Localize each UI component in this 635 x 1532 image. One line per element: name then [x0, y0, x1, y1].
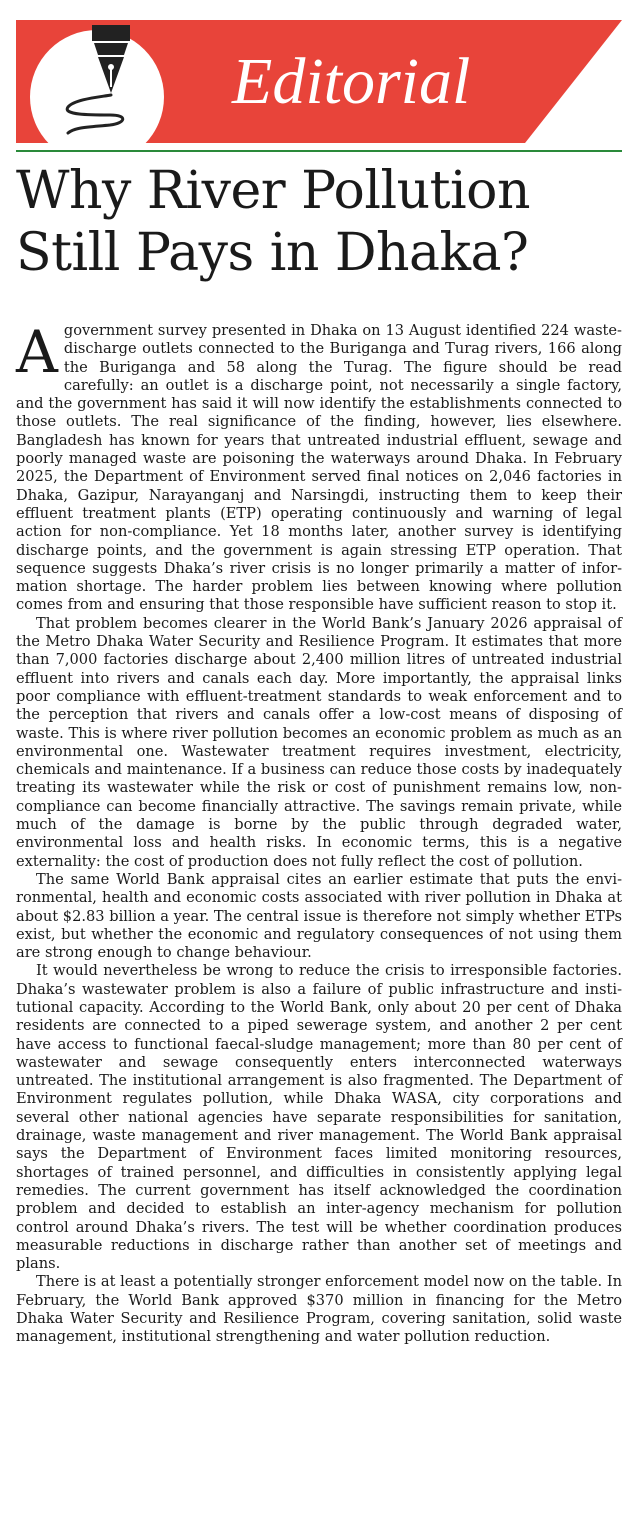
paragraph-2: That problem becomes clearer in the World Bank’s January 2026 appraisal of the Metro Dhaka Water Security and Resilience Program. It estimates that more than 7,000 factories discharge about 2,400 million litres of untreated industrial effluent into rivers and canals each day. More importantly, the appraisal links poor compliance with effluent-treatment standards to weak enforcement and to the perception that rivers and canals offer a low-cost means of disposing of waste. This is where river pollution becomes an economic problem as much as an environmental one. Wastewater treatment requires investment, electricity, chemicals and maintenance. If a business can reduce those costs by inadequately treating its wastewater while the risk or cost of punishment remains low, non-compliance can become financially attractive. The savings remain private, while much of the damage is borne by the public through degraded water, environmental loss and health risks. In economic terms, this is a negative externality: the cost of production does not fully reflect the cost of pollution. — [16, 614, 622, 870]
paragraph-3: The same World Bank appraisal cites an earlier estimate that puts the environmental, health and economic costs associated with river pollution in Dhaka at about $2.83 billion a year. The central issue is therefore not simply whether ETPs exist, but whether the economic and regulatory consequences of not using them are strong enough to change behaviour. — [16, 870, 622, 962]
divider-rule — [16, 150, 622, 152]
paragraph-4: It would nevertheless be wrong to reduce the crisis to irresponsible factories. Dhaka’s wastewater problem is also a failure of public infrastructure and institutional capacity. According to the World Bank, only about 20 per cent of Dhaka residents are connected to a piped sewerage system, and another 2 per cent have access to functional faecal-sludge management; more than 80 per cent of wastewater and sewage consequently enters interconnected waterways untreated. The institutional arrangement is also fragmented. The Department of Environment regulates pollution, while Dhaka WASA, city corporations and several other national agencies have separate responsibilities for sanitation, drainage, waste management and river management. The World Bank appraisal says the Department of Environment faces limited monitoring resources, shortages of trained personnel, and difficulties in consistently applying legal remedies. The current government has itself acknowledged the coordination problem and decided to establish an inter-agency mechanism for pollution control around Dhaka’s rivers. The test will be whether coordination produces measurable reductions in discharge rather than another set of meetings and plans. — [16, 962, 622, 1273]
headline: Why River Pollution Still Pays in Dhaka? — [16, 161, 530, 283]
paragraph-1 — [16, 318, 622, 615]
drop-cap: A — [16, 318, 58, 386]
section-label: Editorial — [232, 44, 471, 118]
paragraph-text: government survey presented in Dhaka on 13 August identified 224 waste-discharge outlets connected to the Buriganga and Turag rivers, 166 along the Buriganga and 58 along the Turag. The figure should be read carefully: an outlet is a discharge point, not necessarily a single factory, and the government has said it will now identify the establishments connected to those outlets. The real significance of the finding, however, lies elsewhere. Bangladesh has known for years that untreated industrial effluent, sewage and poorly managed waste are poisoning the waterways around Dhaka. In February 2025, the Department of Environment served final notices on 2,046 factories in Dhaka, Gazipur, Narayanganj and Narsingdi, instructing them to keep their effluent treatment plants (ETP) operating continuously and warning of legal action for non-compliance. Yet 18 months later, another survey is identifying discharge points, and the government is again stressing ETP operation. That sequence suggests Dhaka’s river crisis is no longer primarily a matter of information shortage. The harder problem lies between knowing where pollution comes from and ensuring that those responsible have sufficient reason to stop it. — [16, 322, 622, 614]
fountain-pen-icon — [30, 15, 164, 149]
article-body — [16, 318, 622, 1347]
paragraph-5: There is at least a potentially stronger enforcement model now on the table. In February, the World Bank approved $370 million in financing for the Metro Dhaka Water Security and Resilience Program, covering sanitation, solid waste management, institutional strengthening and water pollution reduction. — [16, 1273, 622, 1346]
